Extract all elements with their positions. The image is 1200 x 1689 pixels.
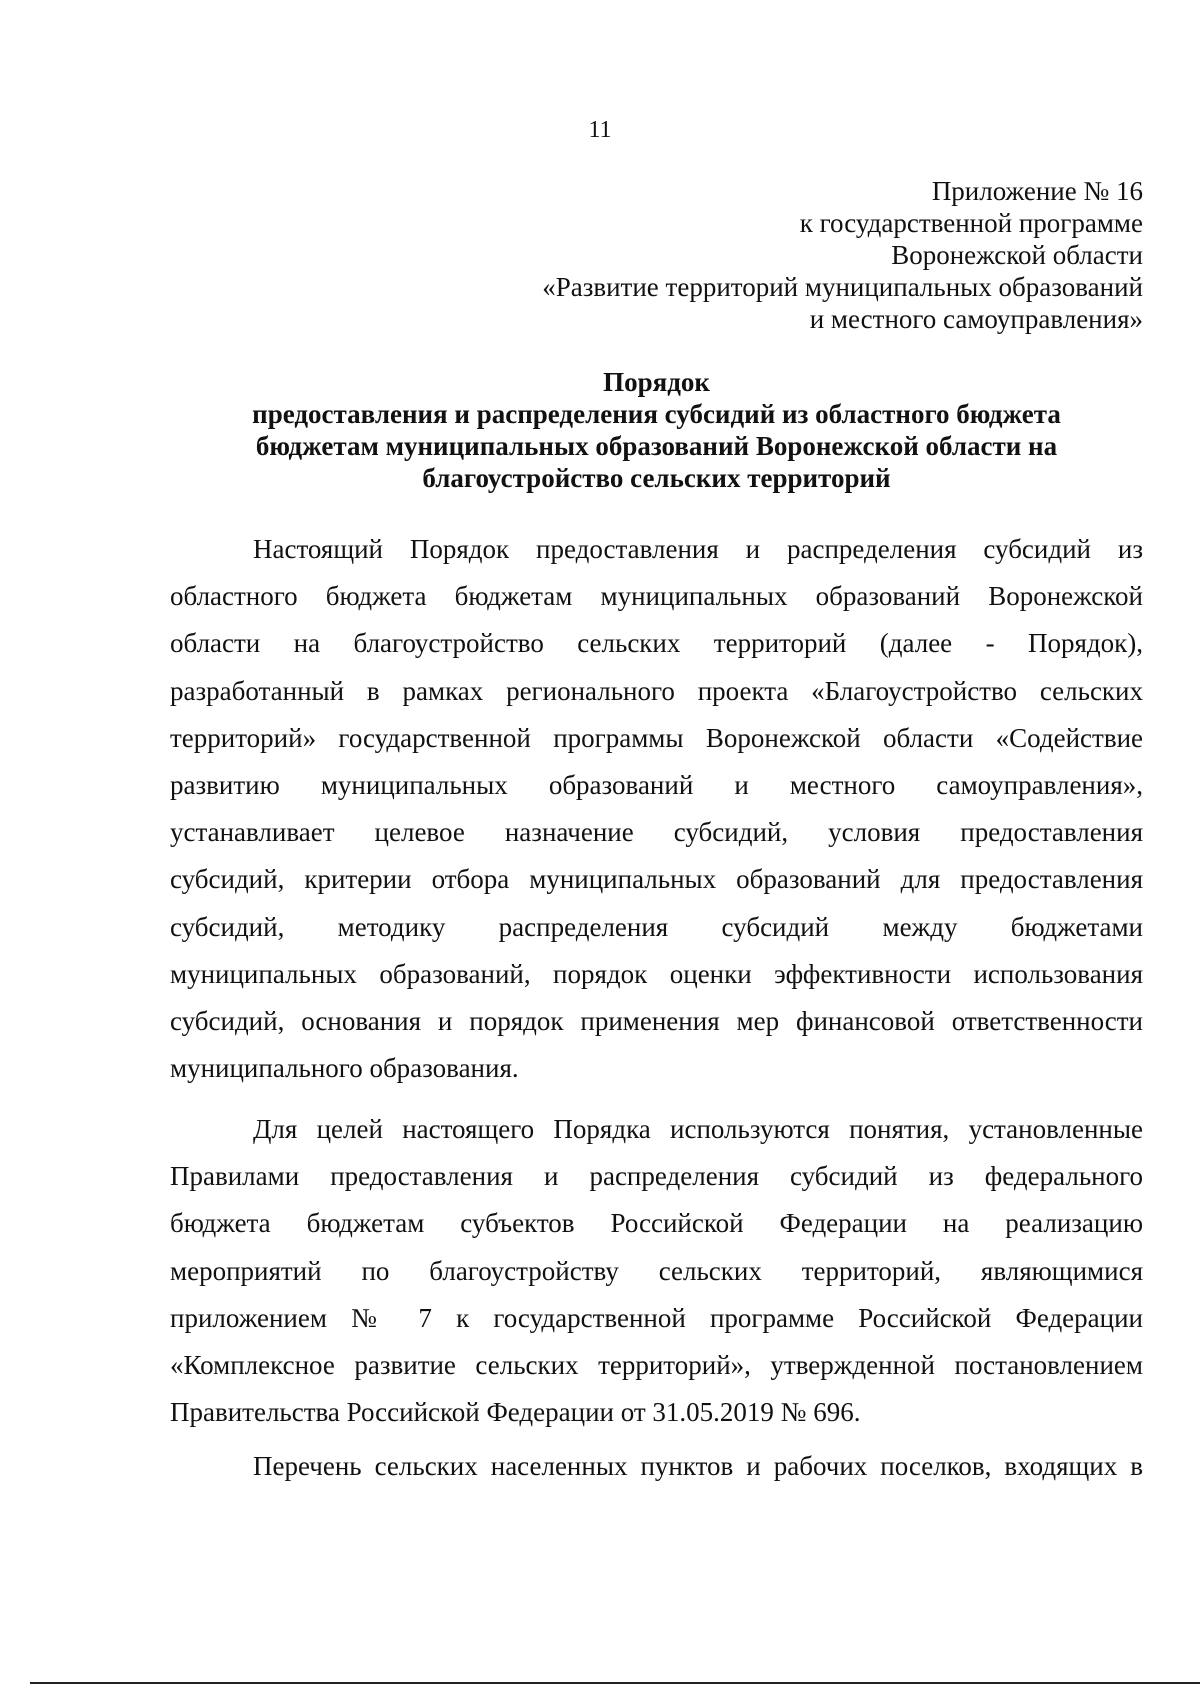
paragraph-line: устанавливает целевое назначение субсидий, условия предоставления xyxy=(170,817,1143,848)
paragraph-line: субсидий, методику распределения субсидий между бюджетами xyxy=(170,911,1143,942)
appendix-line: к государственной программе xyxy=(799,208,1143,238)
document-title xyxy=(170,366,1143,494)
paragraph-line: субсидий, основания и порядок применения мер финансовой ответственности xyxy=(170,1006,1143,1037)
title-line: Порядок xyxy=(603,367,710,397)
title-line: благоустройство сельских территорий xyxy=(422,463,891,493)
page-number: 11 xyxy=(588,117,612,143)
paragraph-1 xyxy=(170,526,1143,1092)
paragraph-line: разработанный в рамках регионального проекта «Благоустройство сельских xyxy=(170,675,1143,706)
paragraph-line: Перечень сельских населенных пунктов и рабочих поселков, входящих в xyxy=(253,1451,1143,1481)
paragraph-3 xyxy=(170,1443,1143,1490)
paragraph-line: муниципальных образований, порядок оценки эффективности использования xyxy=(170,958,1143,989)
paragraph-line: муниципального образования. xyxy=(170,1053,519,1084)
paragraph-line: приложением № 7 к государственной программе Российской Федерации xyxy=(170,1302,1143,1333)
page-bottom-rule xyxy=(30,1682,1200,1684)
appendix-line: Приложение № 16 xyxy=(931,176,1143,206)
appendix-line: и местного самоуправления» xyxy=(809,304,1143,334)
paragraph-line: субсидий, критерии отбора муниципальных образований для предоставления xyxy=(170,864,1143,895)
paragraph-line: Правительства Российской Федерации от 31.05.2019 № 696. xyxy=(170,1397,861,1428)
paragraph-line: Для целей настоящего Порядка используются понятия, установленные xyxy=(253,1114,1143,1144)
title-line: бюджетам муниципальных образований Воронежской области на xyxy=(255,431,1058,461)
paragraph-line: территорий» государственной программы Воронежской области «Содействие xyxy=(170,722,1143,753)
paragraph-line: мероприятий по благоустройству сельских территорий, являющимися xyxy=(170,1255,1143,1286)
appendix-line: Воронежской области xyxy=(891,240,1143,270)
title-line: предоставления и распределения субсидий из областного бюджета xyxy=(252,399,1061,429)
paragraph-line: развитию муниципальных образований и местного самоуправления», xyxy=(170,770,1143,801)
paragraph-line: Настоящий Порядок предоставления и распределения субсидий из xyxy=(253,534,1143,564)
paragraph-line: «Комплексное развитие сельских территорий», утвержденной постановлением xyxy=(170,1350,1143,1381)
paragraph-line: области на благоустройство сельских территорий (далее - Порядок), xyxy=(170,628,1143,659)
paragraph-2 xyxy=(170,1106,1143,1436)
appendix-header xyxy=(443,175,1143,335)
paragraph-line: Правилами предоставления и распределения субсидий из федерального xyxy=(170,1161,1143,1192)
paragraph-line: областного бюджета бюджетам муниципальных образований Воронежской xyxy=(170,581,1143,612)
paragraph-line: бюджета бюджетам субъектов Российской Федерации на реализацию xyxy=(170,1208,1143,1239)
appendix-line: «Развитие территорий муниципальных образований xyxy=(542,272,1143,302)
